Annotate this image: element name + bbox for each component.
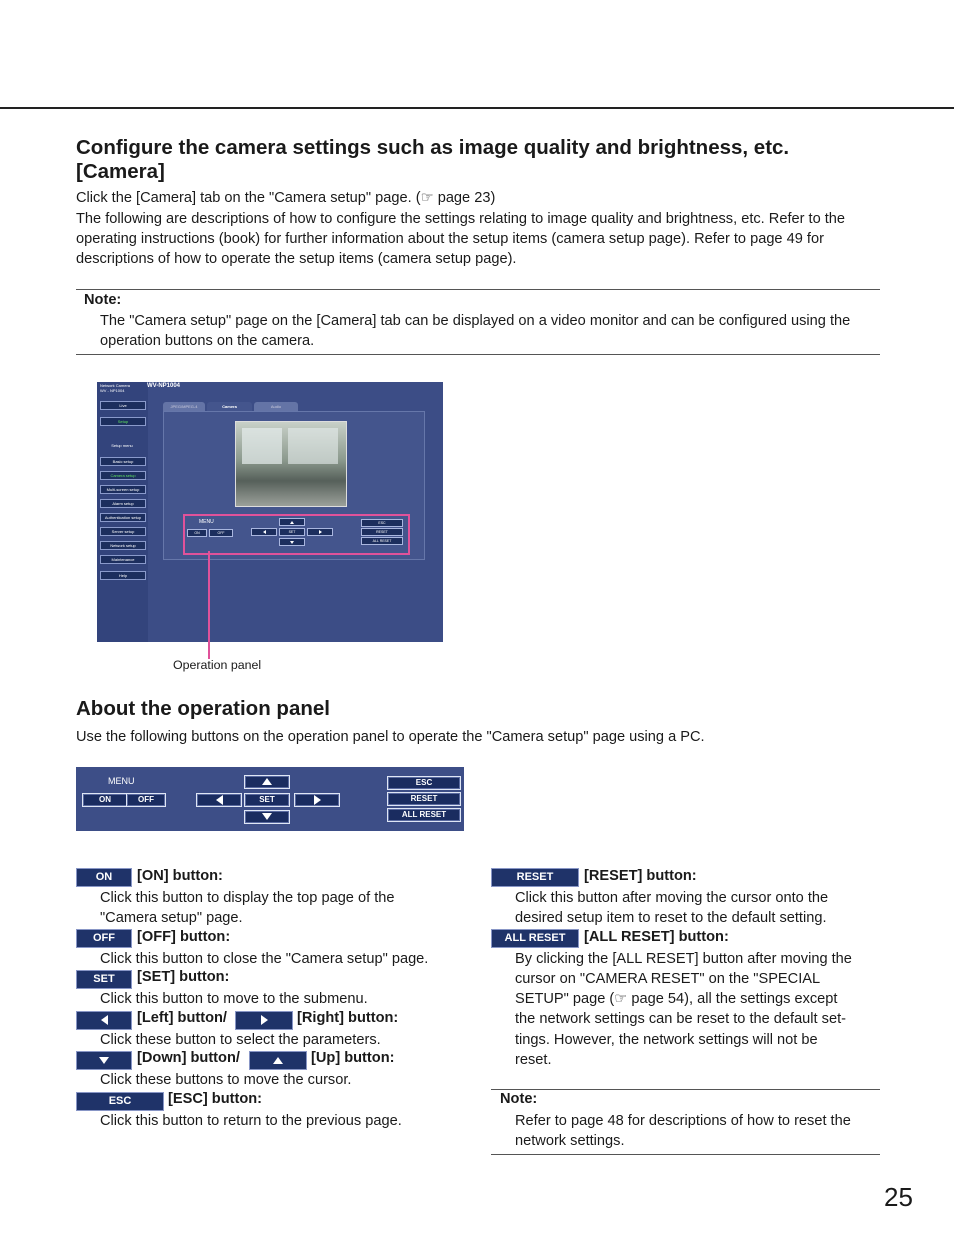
tab-jpeg-mpeg4[interactable]: JPEG/MPEG-4 (163, 402, 205, 411)
set-button-icon: SET (76, 970, 132, 989)
up-arrow-icon (273, 1057, 283, 1064)
panel-all-reset-button[interactable]: ALL RESET (387, 808, 461, 822)
sidebar-camera-setup[interactable]: Camera setup (100, 471, 146, 480)
operation-panel (76, 767, 464, 831)
on-button-title: [ON] button: (137, 868, 223, 884)
all-reset-desc-line: the network settings can be reset to the default set- (515, 1011, 846, 1027)
panel-up-button[interactable] (244, 775, 290, 789)
camera-image-window (242, 428, 282, 464)
screenshot-on-button[interactable]: ON (187, 529, 207, 537)
reset-button-desc-2: desired setup item to reset to the default setting. (515, 910, 827, 926)
left-arrow-icon (101, 1015, 108, 1025)
note2-title: Note: (500, 1091, 538, 1107)
screenshot-menu-label: MENU (199, 519, 214, 525)
sidebar-alarm-setup[interactable]: Alarm setup (100, 499, 146, 508)
panel-reset-button[interactable]: RESET (387, 792, 461, 806)
on-button-desc-2: "Camera setup" page. (100, 910, 243, 926)
sidebar-network-setup[interactable]: Network setup (100, 541, 146, 550)
operation-panel-highlight (183, 514, 410, 555)
panel-set-button[interactable]: SET (244, 793, 290, 807)
panel-menu-label: MENU (108, 776, 135, 786)
set-button-title: [SET] button: (137, 969, 230, 985)
right-arrow-icon (261, 1015, 268, 1025)
sidebar-authentication-setup[interactable]: Authentication setup (100, 513, 146, 522)
esc-button-icon: ESC (76, 1092, 164, 1111)
down-arrow-icon (262, 813, 272, 820)
note-title: Note: (84, 292, 122, 308)
panel-left-button[interactable] (196, 793, 242, 807)
sidebar-basic-setup[interactable]: Basic setup (100, 457, 146, 466)
esc-button-title: [ESC] button: (168, 1091, 263, 1107)
sidebar-setup-menu-label: Setup menu (111, 443, 133, 448)
panel-esc-button[interactable]: ESC (387, 776, 461, 790)
intro-paragraph: The following are descriptions of how to configure the settings relating to image quality and brightness, etc. Refer to the operating instructions (book) for further information about the setup items (camera setup page). Refer to page 49 for descriptions of how to operate the setup items (camera setup page). (76, 211, 846, 268)
operation-panel-caption: Operation panel (173, 658, 262, 672)
all-reset-button-icon: ALL RESET (491, 929, 579, 948)
up-button-title: [Up] button: (311, 1050, 395, 1066)
down-button-icon (76, 1051, 132, 1070)
all-reset-desc-line: By clicking the [ALL RESET] button after moving the (515, 951, 852, 967)
downup-button-desc: Click these buttons to move the cursor. (100, 1072, 352, 1088)
all-reset-desc-line: reset. (515, 1052, 552, 1068)
on-button-desc: Click this button to display the top page of the (100, 890, 395, 906)
note-box (76, 289, 880, 355)
screenshot-brand: Network Camera WV - NP1004 (100, 383, 131, 393)
all-reset-button-title: [ALL RESET] button: (584, 929, 729, 945)
screenshot-off-button[interactable]: OFF (209, 529, 233, 537)
all-reset-desc-line: tings. However, the network settings will not be (515, 1032, 818, 1048)
left-arrow-icon (216, 795, 223, 805)
esc-button-desc: Click this button to return to the previous page. (100, 1113, 402, 1129)
on-button-icon: ON (76, 868, 132, 887)
camera-image-window (288, 428, 338, 464)
panel-off-button[interactable]: OFF (126, 793, 166, 807)
off-button-icon: OFF (76, 929, 132, 948)
up-button-icon (249, 1051, 307, 1070)
all-reset-desc-line: cursor on "CAMERA RESET" on the "SPECIAL (515, 971, 821, 987)
off-button-desc: Click this button to close the "Camera setup" page. (100, 951, 429, 967)
sidebar-maintenance[interactable]: Maintenance (100, 555, 146, 564)
page-heading: Configure the camera settings such as image quality and brightness, etc. [Camera] (76, 136, 790, 183)
all-reset-desc-line: SETUP" page (☞ page 54), all the settings except (515, 991, 838, 1007)
left-button-title: [Left] button/ (137, 1010, 227, 1026)
screenshot-all-reset-button[interactable]: ALL RESET (361, 537, 403, 545)
set-button-desc: Click this button to move to the submenu. (100, 991, 368, 1007)
screenshot-set-button[interactable]: SET (279, 528, 305, 536)
sidebar-setup-button[interactable]: Setup (100, 417, 146, 426)
right-button-icon (235, 1011, 293, 1030)
reset-button-title: [RESET] button: (584, 868, 697, 884)
note2-text: Refer to page 48 for descriptions of how to reset the network settings. (515, 1113, 851, 1150)
screenshot-model: WV-NP1004 (147, 383, 181, 389)
right-arrow-icon (314, 795, 321, 805)
down-button-title: [Down] button/ (137, 1050, 240, 1066)
panel-on-button[interactable]: ON (82, 793, 128, 807)
reset-button-icon: RESET (491, 868, 579, 887)
tab-camera[interactable]: Camera (207, 402, 252, 411)
callout-line (208, 551, 210, 659)
off-button-title: [OFF] button: (137, 929, 231, 945)
panel-down-button[interactable] (244, 810, 290, 824)
section-heading: About the operation panel (76, 697, 330, 720)
camera-image (235, 421, 347, 507)
up-arrow-icon (262, 778, 272, 785)
screenshot-esc-button[interactable]: ESC (361, 519, 403, 527)
panel-right-button[interactable] (294, 793, 340, 807)
intro-line: Click the [Camera] tab on the "Camera setup" page. (☞ page 23) (76, 190, 496, 206)
leftright-button-desc: Click these button to select the parameters. (100, 1032, 381, 1048)
left-button-icon (76, 1011, 132, 1030)
camera-setup-screenshot (97, 382, 443, 642)
sidebar-help[interactable]: Help (100, 571, 146, 580)
sidebar-live-button[interactable]: Live (100, 401, 146, 410)
down-arrow-icon (99, 1057, 109, 1064)
screenshot-reset-button[interactable]: RESET (361, 528, 403, 536)
right-button-title: [Right] button: (297, 1010, 399, 1026)
reset-button-desc: Click this button after moving the cursor onto the (515, 890, 829, 906)
top-rule (0, 107, 954, 109)
page-number: 25 (884, 1182, 913, 1212)
section-intro: Use the following buttons on the operation panel to operate the "Camera setup" page using a PC. (76, 729, 705, 745)
note-box-2 (491, 1089, 880, 1155)
note-text: The "Camera setup" page on the [Camera] tab can be displayed on a video monitor and can be configured using the operation buttons on the camera. (100, 313, 851, 350)
tab-audio[interactable]: Audio (254, 402, 298, 411)
sidebar-multi-screen-setup[interactable]: Multi-screen setup (100, 485, 146, 494)
sidebar-server-setup[interactable]: Server setup (100, 527, 146, 536)
